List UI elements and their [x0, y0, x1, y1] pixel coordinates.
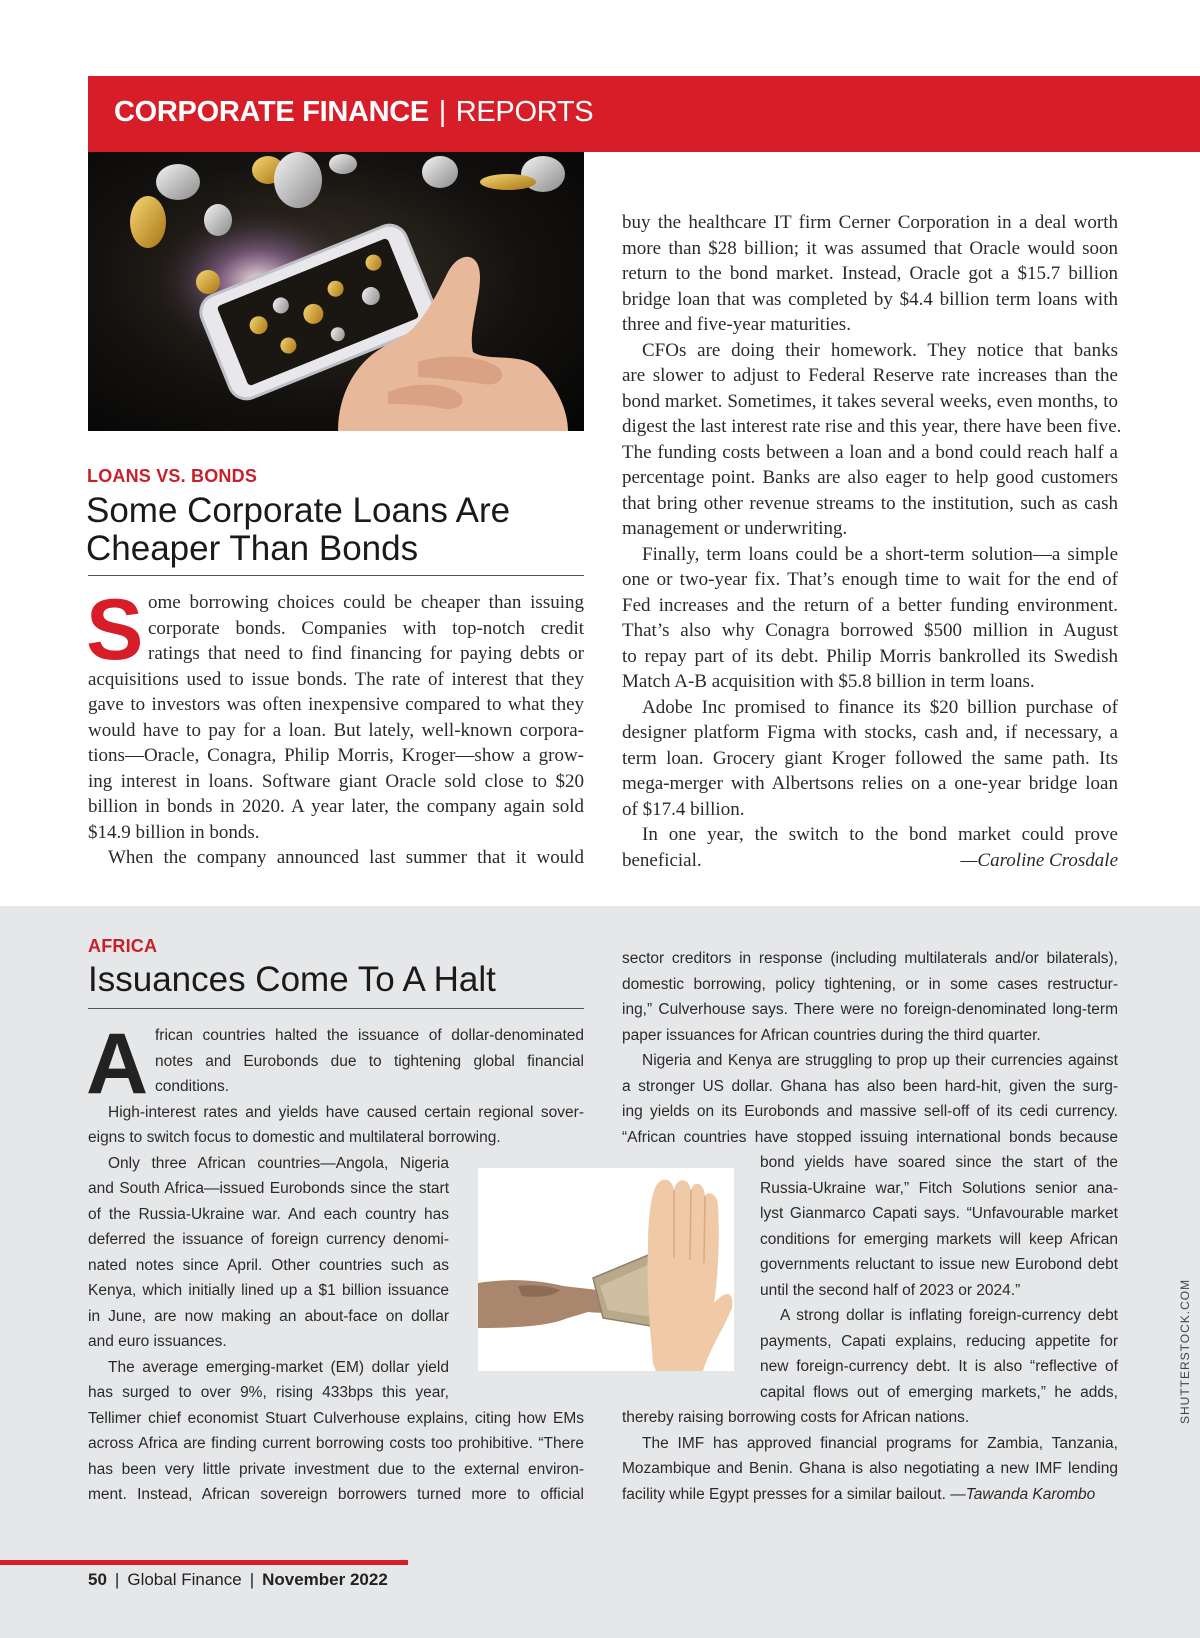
body-line: facility while Egypt presses for a similar bailout. —	[622, 1485, 966, 1503]
body-line: billion in bonds in 2020. A year later, the company again sold	[88, 796, 584, 817]
article2-left-full	[88, 1100, 584, 1151]
article1-headline-line2: Cheaper Than Bonds	[86, 529, 419, 568]
body-line: across Africa are finding current borrowing costs too prohibitive. “There	[88, 1435, 584, 1452]
body-line-final	[622, 1482, 1118, 1508]
body-line: until the second half of 2023 or 2024.”	[760, 1281, 1021, 1299]
body-line: ing interest in loans. Software giant Oracle sold close to $20	[88, 770, 584, 792]
section-title	[114, 96, 593, 129]
body-line: CFOs are doing their homework. They notice that banks	[642, 339, 1118, 361]
body-line: Only three African countries—Angola, Nigeria	[108, 1154, 449, 1172]
body-line: ing yields on its Eurobonds and massive sell-off of its cedi currency.	[622, 1103, 1118, 1120]
body-line: sector creditors in response (including multilaterals and/or bilaterals),	[622, 950, 1118, 967]
article2-signature: Tawanda Karombo	[965, 1485, 1096, 1503]
section-divider: |	[438, 96, 446, 128]
body-line: Adobe Inc promised to finance its $20 billion purchase of	[642, 696, 1118, 718]
body-line: of $17.4 billion.	[622, 798, 745, 820]
body-line: $14.9 billion in bonds.	[88, 821, 260, 843]
body-line: beneficial.	[622, 849, 702, 871]
body-line: notes and Eurobonds due to tightening global financial	[155, 1052, 584, 1070]
body-line: in June, are now making an about-face on dollar	[88, 1307, 449, 1325]
body-line: designer platform Figma with stocks, cash and, if necessary, a	[622, 722, 1118, 743]
section-name: CORPORATE FINANCE	[114, 96, 429, 128]
article2-dropcap: A	[86, 1016, 149, 1112]
article1-signature: —Caroline Crosdale	[960, 849, 1118, 871]
body-line: management or underwriting.	[622, 518, 848, 539]
article1-lead-lines	[148, 590, 584, 667]
body-line: capital flows out of emerging markets,” he adds,	[760, 1383, 1118, 1401]
body-line: tions—Oracle, Conagra, Philip Morris, Kroger—show a grow-	[88, 745, 584, 766]
smartphone-coins-illustration	[88, 152, 584, 431]
footer-accent-line	[0, 1560, 408, 1565]
body-line: term loan. Grocery giant Kroger followed the same path. Its	[622, 747, 1118, 769]
article1-headline	[86, 492, 510, 568]
body-line: digest the last interest rate rise and this year, there have been five.	[622, 416, 1122, 437]
article1-right-column	[622, 210, 1122, 873]
body-line: frican countries halted the issuance of dollar-denominated	[155, 1027, 584, 1044]
article1-headline-line1: Some Corporate Loans Are	[86, 491, 511, 530]
body-line: new foreign-currency debt. It is also “reflective of	[760, 1358, 1118, 1375]
body-line: When the company announced last summer that it would	[108, 847, 584, 868]
article2-headline: Issuances Come To A Halt	[88, 960, 496, 999]
body-line: conditions for emerging markets will keep African	[760, 1230, 1118, 1248]
body-line: percentage point. Banks are also eager to help good customers	[622, 467, 1118, 488]
body-line: gave to investors was often inexpensive compared to what they	[88, 694, 584, 715]
smartphone-coins-photo	[88, 152, 584, 431]
body-line: eigns to switch focus to domestic and multilateral borrowing.	[88, 1129, 501, 1146]
body-line: High-interest rates and yields have caused certain regional sover-	[108, 1103, 584, 1121]
body-line: nated notes since April. Other countries such as	[88, 1256, 449, 1274]
body-line: The funding costs between a loan and a bond could reach half a	[622, 441, 1118, 463]
body-line: A strong dollar is inflating foreign-currency debt	[780, 1307, 1118, 1324]
body-line: Nigeria and Kenya are struggling to prop up their currencies against	[642, 1052, 1118, 1069]
issue-date: November 2022	[262, 1570, 388, 1589]
article2-right-top	[622, 946, 1118, 1150]
article2-rule	[88, 1008, 584, 1009]
body-line: Fed increases and the return of a better funding environment.	[622, 594, 1118, 616]
body-line: to repay part of its debt. Philip Morris bankrolled its Swedish	[622, 645, 1118, 667]
body-line: Russia-Ukraine war,” Fitch Solutions senior ana-	[760, 1179, 1118, 1197]
body-line: corporate bonds. Companies with top-notch credit	[148, 617, 584, 639]
body-line: has been very little private investment due to the external environ-	[88, 1460, 584, 1478]
section-header-bar	[88, 76, 1200, 152]
body-line: ment. Instead, African sovereign borrowers turned more to official	[88, 1486, 584, 1503]
body-line: bond yields have soared since the start of the	[760, 1154, 1118, 1171]
body-line: In one year, the switch to the bond market could prove	[642, 824, 1118, 845]
publication-name: Global Finance	[127, 1570, 242, 1589]
body-line: and South Africa—issued Eurobonds since the start	[88, 1180, 449, 1197]
body-line: would have to pay for a loan. But lately, well-known corpora-	[88, 719, 584, 741]
photo-credit: SHUTTERSTOCK.COM	[1178, 1278, 1192, 1424]
footer-divider: |	[114, 1570, 120, 1589]
article2-left-bottom	[88, 1406, 584, 1508]
body-line: bridge loan that was completed by $4.4 billion term loans with	[622, 288, 1118, 310]
section-subtitle: REPORTS	[455, 96, 594, 128]
article1-dropcap: S	[86, 582, 144, 678]
body-line: Match A-B acquisition with $5.8 billion in term loans.	[622, 671, 1035, 692]
body-line: of the Russia-Ukraine war. And each country has	[88, 1205, 449, 1223]
page-footer	[88, 1570, 388, 1590]
body-line: Tellimer chief economist Stuart Culverhouse explains, citing how EMs	[88, 1409, 584, 1427]
body-line-final	[622, 848, 1118, 874]
body-line: The IMF has approved financial programs for Zambia, Tanzania,	[642, 1434, 1118, 1452]
body-line: The average emerging-market (EM) dollar yield	[108, 1358, 449, 1376]
body-line: Mozambique and Benin. Ghana is also negotiating a new IMF lending	[622, 1460, 1118, 1477]
body-line: “African countries have stopped issuing international bonds because	[622, 1128, 1118, 1146]
article1-rule	[88, 575, 584, 576]
body-line: acquisitions used to issue bonds. The rate of interest that they	[88, 668, 584, 690]
body-line: thereby raising borrowing costs for African nations.	[622, 1409, 970, 1426]
body-line: domestic borrowing, policy tightening, or in some cases restructur-	[622, 975, 1118, 993]
body-line: ome borrowing choices could be cheaper than issuing	[148, 592, 584, 613]
article1-kicker: LOANS VS. BONDS	[87, 466, 258, 486]
body-line: that bring other revenue streams to the institution, such as cash	[622, 492, 1118, 514]
article2-kicker: AFRICA	[88, 936, 158, 956]
body-line: has surged to over 9%, rising 433bps this year,	[88, 1384, 449, 1401]
body-line: buy the healthcare IT firm Cerner Corporation in a deal worth	[622, 212, 1118, 233]
article2-intro	[155, 1023, 584, 1100]
body-line: Kenya, which initially lined up a $1 billion issuance	[88, 1282, 449, 1299]
body-line: mega-merger with Albertsons relies on a one-year bridge loan	[622, 773, 1118, 794]
body-line: Finally, term loans could be a short-term solution—a simple	[642, 543, 1118, 565]
body-line: payments, Capati explains, reducing appetite for	[760, 1332, 1118, 1350]
body-line: more than $28 billion; it was assumed that Oracle would soon	[622, 237, 1118, 259]
body-line: one or two-year fix. That’s enough time to wait for the end of	[622, 569, 1118, 590]
body-line: deferred the issuance of foreign currency denomi-	[88, 1231, 449, 1248]
body-line: a stronger US dollar. Ghana has also been hard-hit, given the surg-	[622, 1077, 1118, 1095]
body-line: paper issuances for African countries during the third quarter.	[622, 1026, 1041, 1044]
body-line: bond market. Sometimes, it takes several weeks, even months, to	[622, 390, 1118, 412]
body-line: ing,” Culverhouse says. There were no foreign-denominated long-term	[622, 1001, 1118, 1018]
page-number: 50	[88, 1570, 107, 1589]
body-line: ratings that need to find financing for paying debts or	[148, 643, 584, 664]
article2-left-narrow	[88, 1151, 449, 1406]
article2-right-narrow	[760, 1150, 1118, 1405]
article1-left-column	[88, 667, 584, 871]
footer-divider: |	[249, 1570, 255, 1589]
body-line: are slower to adjust to Federal Reserve rate increases than the	[622, 365, 1118, 386]
body-line: three and five-year maturities.	[622, 314, 851, 335]
money-refused-illustration	[478, 1168, 734, 1371]
article2-right-bottom	[622, 1405, 1118, 1507]
money-refused-hand-photo	[478, 1168, 734, 1371]
body-line: lyst Gianmarco Capati says. “Unfavourable market	[760, 1205, 1118, 1222]
body-line: and euro issuances.	[88, 1333, 227, 1350]
body-line: conditions.	[155, 1078, 230, 1095]
body-line: governments reluctant to issue new Eurobond debt	[760, 1256, 1118, 1273]
body-line: That’s also why Conagra borrowed $500 million in August	[622, 620, 1118, 641]
body-line: return to the bond market. Instead, Oracle got a $15.7 billion	[622, 263, 1118, 284]
